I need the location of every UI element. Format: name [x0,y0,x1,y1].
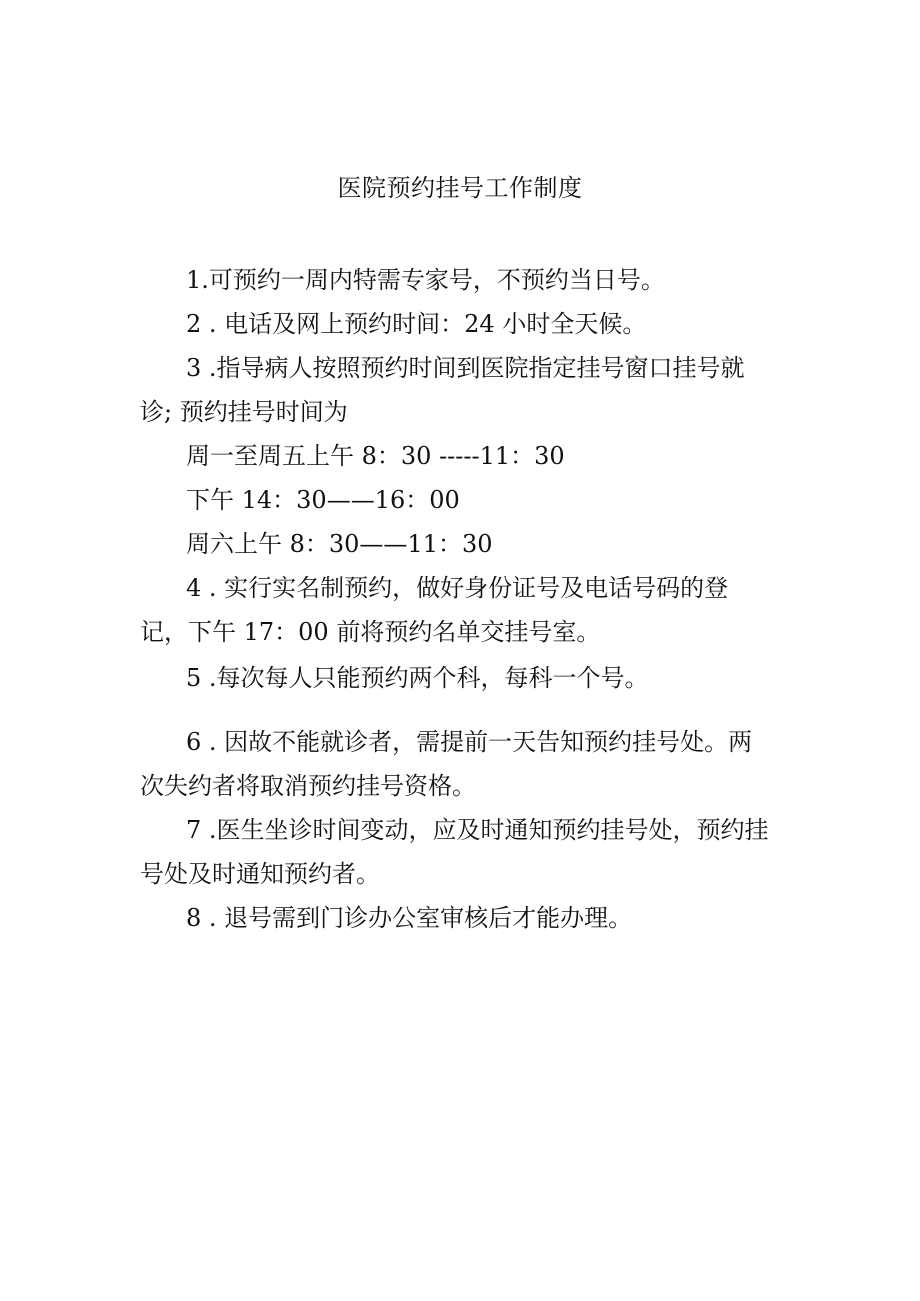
schedule-saturday-morning: 周六上午 8：30——11：30 [186,530,493,558]
document-title: 医院预约挂号工作制度 [337,174,583,202]
rule-1: 1.可预约一周内特需专家号，不预约当日号。 [186,266,665,294]
rule-6: 6 . 因故不能就诊者，需提前一天告知预约挂号处。两 [186,728,753,756]
rule-5: 5 .每次每人只能预约两个科，每科一个号。 [186,664,649,692]
rule-6-continued: 次失约者将取消预约挂号资格。 [140,772,476,800]
rule-7: 7 .医生坐诊时间变动，应及时通知预约挂号处，预约挂 [186,816,769,844]
rule-4: 4 . 实行实名制预约，做好身份证号及电话号码的登 [186,574,729,602]
rule-7-continued: 号处及时通知预约者。 [140,860,380,888]
schedule-weekday-afternoon: 下午 14：30——16：00 [186,486,460,514]
rule-8: 8 . 退号需到门诊办公室审核后才能办理。 [186,904,633,932]
rule-3-continued: 诊; 预约挂号时间为 [140,398,348,426]
rule-4-continued: 记，下午 17：00 前将预约名单交挂号室。 [140,618,601,646]
rule-2: 2 . 电话及网上预约时间：24 小时全天候。 [186,310,647,338]
rule-3: 3 .指导病人按照预约时间到医院指定挂号窗口挂号就 [186,354,745,382]
schedule-weekday-morning: 周一至周五上午 8：30 -----11：30 [186,442,565,470]
